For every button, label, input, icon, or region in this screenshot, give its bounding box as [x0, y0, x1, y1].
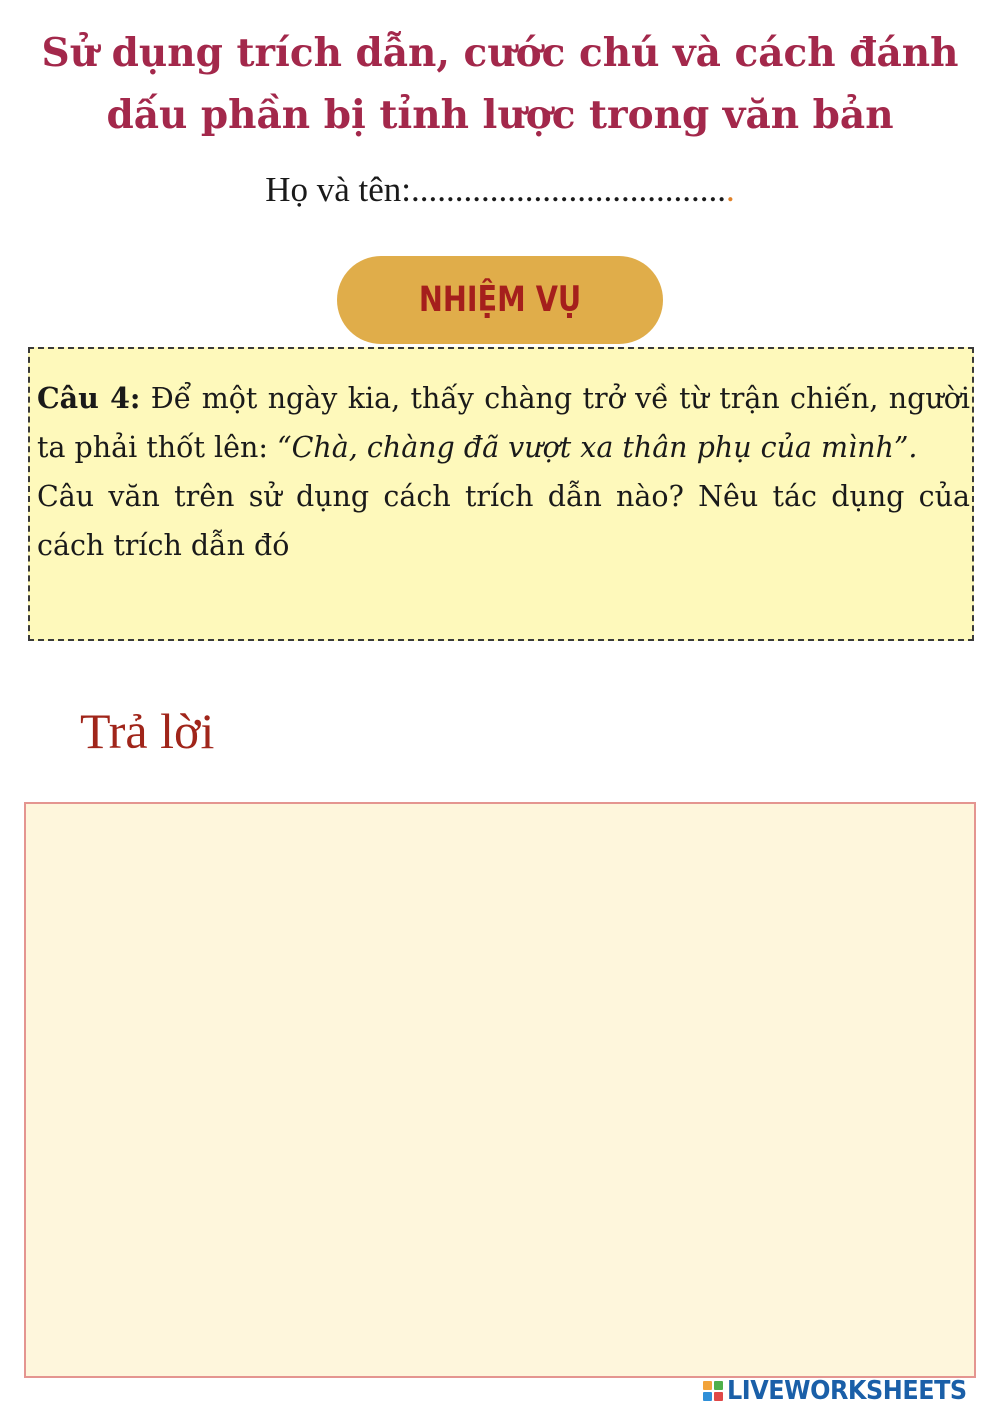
name-blank-end: . [726, 170, 735, 209]
answer-label: Trả lời [80, 703, 215, 759]
question-text [37, 374, 970, 570]
liveworksheets-logo [703, 1376, 988, 1406]
question-prompt: Câu văn trên sử dụng cách trích dẫn nào? Nêu tác dụng của cách trích dẫn đó [37, 480, 970, 562]
name-label: Họ và tên: [265, 170, 412, 209]
task-badge-label: NHIỆM VỤ [418, 280, 582, 320]
task-badge [337, 256, 663, 344]
name-field-row [0, 170, 1000, 210]
liveworksheets-icon [703, 1381, 723, 1401]
worksheet-title [0, 22, 1000, 146]
liveworksheets-wordmark: LIVEWORKSHEETS [727, 1376, 968, 1406]
question-number: Câu 4: [37, 381, 141, 415]
question-body: Để một ngày kia, thấy chàng trở về từ trận chiến, người ta phải thốt lên: [37, 382, 970, 464]
title-line-2: dấu phần bị tỉnh lược trong văn bản [106, 92, 894, 138]
name-blank[interactable]: .................................... [411, 170, 727, 209]
answer-input-box[interactable] [24, 802, 976, 1378]
title-line-1: Sử dụng trích dẫn, cước chú và cách đánh [41, 30, 959, 76]
question-quote: “Chà, chàng đã vượt xa thân phụ của mình”. [277, 431, 918, 464]
